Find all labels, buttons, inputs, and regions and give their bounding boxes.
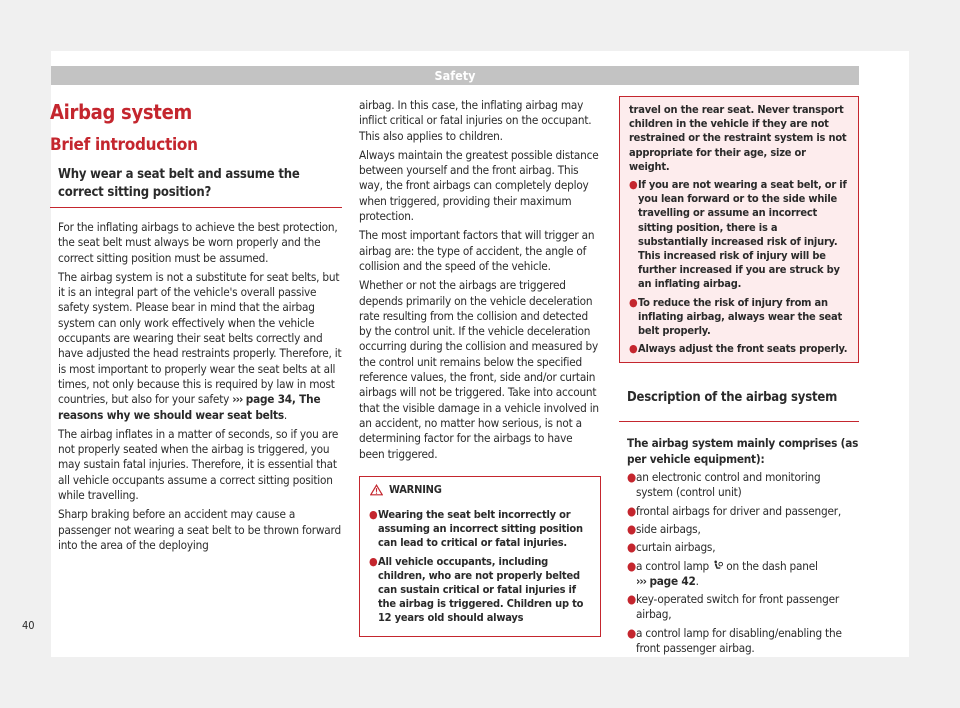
bullet: ● xyxy=(627,540,636,555)
paragraph: The airbag inflates in a matter of seconds, so if you are not properly seated when the airbag is triggered, you may sustain fatal injuries. Therefore, it is essential that all vehicle occupants assume a correct sitting position while travelling. xyxy=(58,426,339,503)
list-item: ● curtain airbags, xyxy=(627,540,716,555)
bullet: ● xyxy=(627,558,636,573)
paragraph: For the inflating airbags to achieve the best protection, the seat belt must always be worn properly and the correct sitting position must be assumed. xyxy=(58,220,338,265)
cross-ref-link[interactable]: page 42 xyxy=(646,573,696,588)
warning-item: ● To reduce the risk of injury from an inflating airbag, always wear the seat belt properly. xyxy=(629,295,843,338)
airbag-person-icon xyxy=(712,560,723,571)
section-title: Safety xyxy=(434,68,476,83)
section-header-band xyxy=(51,66,859,85)
warning-box xyxy=(359,476,601,637)
warning-item: ● Always adjust the front seats properly. xyxy=(629,342,848,356)
warning-triangle-icon xyxy=(370,484,383,496)
bullet: ● xyxy=(627,592,636,607)
paragraph: airbag. In this case, the inflating airbag may inflict critical or fatal injuries on the occupant. This also applies to children. xyxy=(359,98,592,143)
paragraph: Always maintain the greatest possible distance between yourself and the front airbag. This way, the front airbags can completely deploy when triggered, providing their maximum protection. xyxy=(359,147,599,224)
paragraph: Sharp braking before an accident may cause a passenger not wearing a seat belt to be thrown forward into the area of the deploying xyxy=(58,507,341,552)
question-heading: Why wear a seat belt and assume the correct sitting position? xyxy=(50,166,342,208)
bullet: ● xyxy=(627,521,636,536)
bullet: ● xyxy=(369,508,378,522)
list-item: ● key-operated switch for front passenger airbag, xyxy=(627,592,840,622)
page-title: Airbag system xyxy=(50,100,192,124)
bullet: ● xyxy=(629,295,638,309)
bullet: ● xyxy=(629,342,638,356)
warning-label: WARNING xyxy=(389,482,442,496)
cross-ref-arrows: ››› xyxy=(636,573,646,588)
column-2 xyxy=(359,98,601,637)
list-item: ● a control lamp for disabling/enabling the front passenger airbag. xyxy=(627,625,842,656)
column-3 xyxy=(619,96,859,659)
warning-box-continued xyxy=(619,96,859,363)
page-number: 40 xyxy=(22,619,35,632)
warning-item: ● All vehicle occupants, including children, who are not properly belted can sustain critical or fatal injuries if the airbag is triggered. Children up to 12 years old should always xyxy=(369,554,584,625)
paragraph: Whether or not the airbags are triggered depends primarily on the vehicle deceleration rate resulting from the collision and detected by the control unit. If the vehicle deceleration occurring during the collision and measured by the control unit remains below the specified reference values, the front, side and/or curtain airbags will not be triggered. Take into account that the visible damage in a vehicle involved in an accident, no matter how serious, is not a determining factor for the airbags to have been triggered. xyxy=(359,278,599,461)
warning-item: ● If you are not wearing a seat belt, or if you lean forward or to the side while travelling or assume an incorrect sitting position, there is a substantially increased risk of injury. This increased risk of injury will be further increased if you are struck by an inflating airbag. xyxy=(629,178,847,291)
list-item: ● side airbags, xyxy=(627,521,701,536)
bullet: ● xyxy=(627,470,636,485)
list-intro: The airbag system mainly comprises (as per vehicle equipment): xyxy=(627,436,859,466)
warning-continued-text: travel on the rear seat. Never transport children in the vehicle if they are not restrained or the restraint system is not appropriate for their age, size or weight. xyxy=(629,103,847,173)
warning-item: ● Wearing the seat belt incorrectly or assuming an incorrect sitting position can lead to critical or fatal injuries. xyxy=(369,508,583,550)
bullet: ● xyxy=(629,178,638,192)
cross-ref-link[interactable]: page 34, The reasons why we should wear seat belts xyxy=(58,392,321,422)
section-heading: Description of the airbag system xyxy=(619,389,859,422)
section-subtitle: Brief introduction xyxy=(50,135,198,155)
column-1 xyxy=(50,98,342,557)
bullet: ● xyxy=(627,503,636,518)
paragraph: The most important factors that will trigger an airbag are: the type of accident, the angle of collision and the speed of the vehicle. xyxy=(359,228,595,273)
list-item: ● a control lamp on the dash panel ››› page 42. xyxy=(627,558,818,588)
list-item: ● frontal airbags for driver and passenger, xyxy=(627,503,841,518)
bullet: ● xyxy=(627,625,636,640)
paragraph: The airbag system is not a substitute for seat belts, but it is an integral part of the vehicle's overall passive safety system. Please bear in mind that the airbag system can only work effectively when the vehicle occupants are wearing their seat belts correctly and have adjusted the head restraints properly. Therefore, it is most important to properly wear the seat belts at all times, not only because this is required by law in most countries, but also for your safety ››› page 34, The reasons why we should wear seat belts. xyxy=(58,269,342,422)
bullet: ● xyxy=(369,554,378,568)
list-item: ● an electronic control and monitoring system (control unit) xyxy=(627,470,821,500)
cross-ref-arrows: ››› xyxy=(232,392,243,407)
